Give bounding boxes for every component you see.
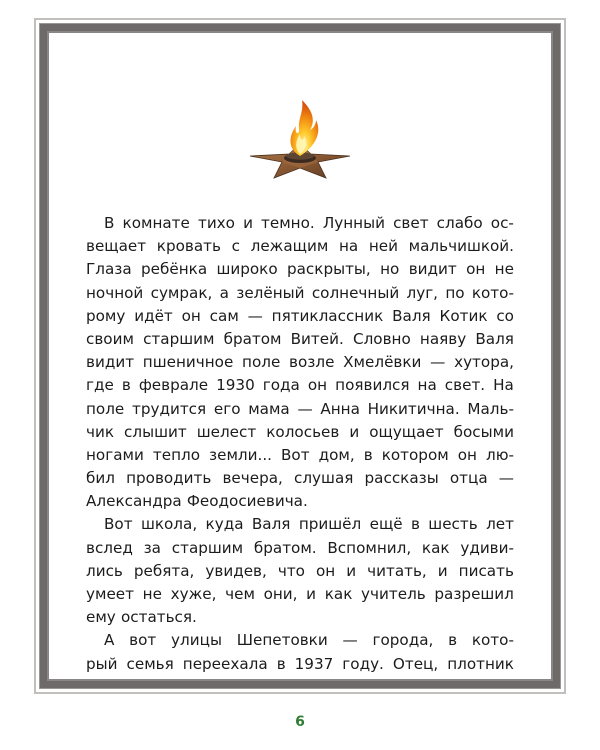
text-line: ночной сумрак, а зелёный солнечный луг, по кото- [86, 283, 514, 302]
text-line: чик слышит шелест колосьев и ощущает босыми [86, 422, 514, 441]
text-line: Глаза ребёнка широко раскрыты, но видит он не [86, 260, 514, 279]
text-line: ногами тепло земли... Вот дом, в котором он лю- [86, 445, 514, 464]
text-line: видит пшеничное поле возле Хмелёвки — хутора, [86, 353, 514, 372]
text-line: рому идёт он сам — пятиклассник Валя Котик со [86, 306, 514, 325]
text-line: где в феврале 1930 года он появился на свет. На [86, 376, 514, 395]
text-line: вслед за старшим братом. Вспомнил, как удиви- [86, 538, 514, 557]
page-number: 6 [295, 714, 305, 730]
main-text [86, 212, 514, 676]
text-line: поле трудится его мама — Анна Никитична. Маль- [86, 399, 514, 418]
text-line: Вот школа, куда Валя пришёл ещё в шесть лет [104, 515, 514, 534]
text-line: В комнате тихо и темно. Лунный свет слабо ос- [104, 214, 514, 232]
text-line: вещает кровать с лежащим на ней мальчишкой. [86, 237, 514, 256]
text-line: лись ребята, увидев, что он и читать, и писать [86, 561, 514, 580]
text-line: ему остаться. [86, 608, 197, 627]
text-line: бил проводить вечера, слушая рассказы отца — [86, 469, 514, 488]
text-line: Александра Феодосиевича. [86, 492, 308, 511]
text-line: умеет не хуже, чем они, и как учитель разрешил [86, 585, 514, 603]
text-line: А вот улицы Шепетовки — города, в кото- [104, 631, 514, 650]
eternal-flame-star-icon [246, 98, 354, 184]
paragraph [86, 629, 514, 675]
text-line: рый семья переехала в 1937 году. Отец, плотник [86, 654, 514, 673]
text-line: своим старшим братом Витей. Словно наяву Валя [86, 329, 514, 348]
paragraph [86, 212, 514, 513]
paragraph [86, 513, 514, 629]
